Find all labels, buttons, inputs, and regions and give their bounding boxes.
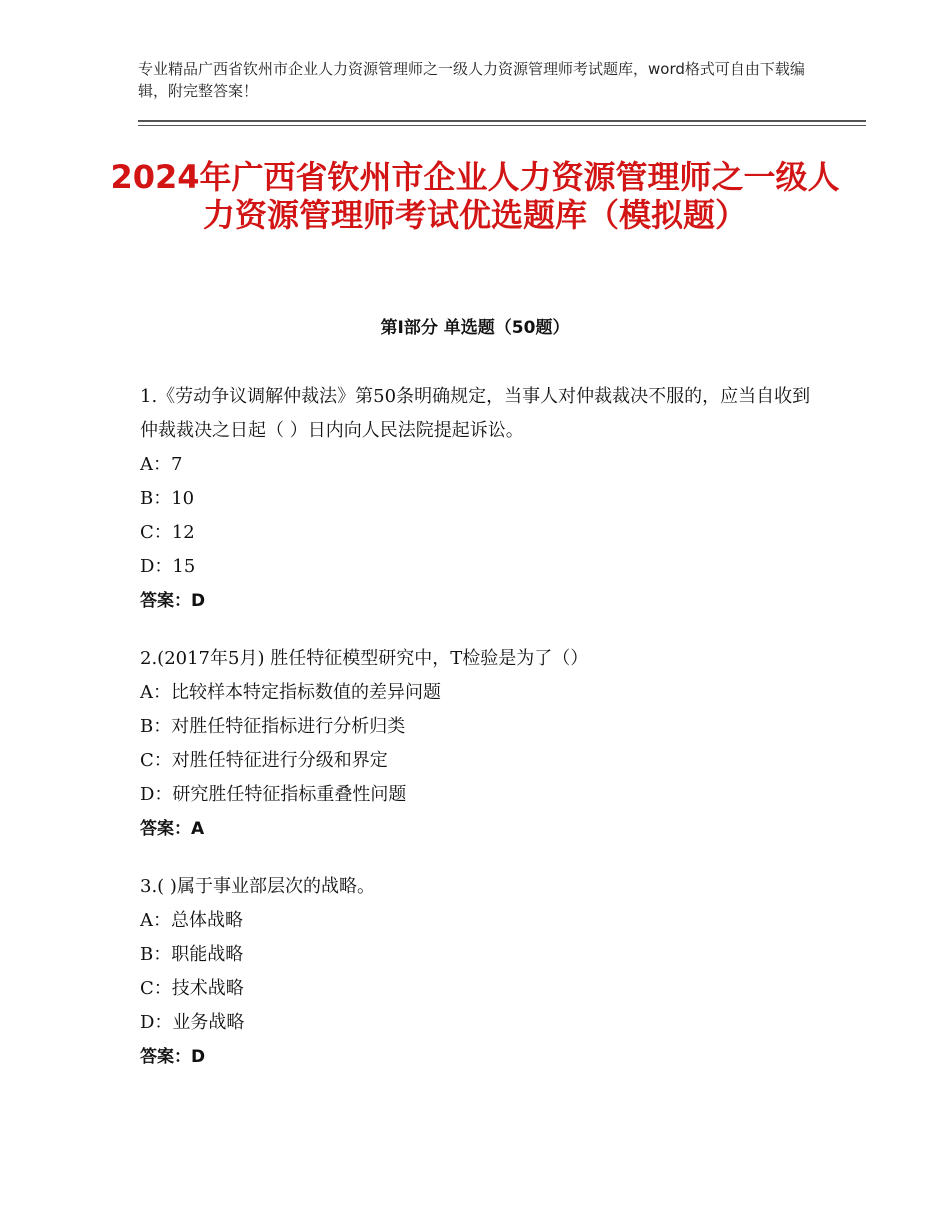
option-a: A：总体战略 — [140, 910, 243, 931]
question-1 — [140, 380, 820, 618]
option-c: C：技术战略 — [140, 978, 244, 999]
option-a: A：比较样本特定指标数值的差异问题 — [140, 682, 441, 703]
question-list — [140, 380, 820, 1098]
section-heading: 第Ⅰ部分 单选题（50题） — [380, 318, 570, 338]
document-title: 2024年广西省钦州市企业人力资源管理师之一级人力资源管理师考试优选题库（模拟题） — [110, 158, 840, 234]
option-a: A：7 — [140, 454, 183, 475]
answer-label: 答案：D — [140, 1047, 206, 1067]
question-stem: 1.《劳动争议调解仲裁法》第50条明确规定，当事人对仲裁裁决不服的，应当自收到仲裁裁决之日起（ ）日内向人民法院提起诉讼。 — [140, 386, 811, 441]
question-2 — [140, 642, 820, 846]
option-b: B：对胜任特征指标进行分析归类 — [140, 716, 406, 737]
answer-label: 答案：A — [140, 819, 205, 839]
header-note: 专业精品广西省钦州市企业人力资源管理师之一级人力资源管理师考试题库，word格式可自由下载编辑，附完整答案！ — [138, 60, 805, 100]
option-d: D：15 — [140, 556, 196, 577]
option-b: B：职能战略 — [140, 944, 244, 965]
option-d: D：研究胜任特征指标重叠性问题 — [140, 784, 407, 805]
header-divider — [138, 120, 866, 126]
question-stem: 2.(2017年5月) 胜任特征模型研究中，T检验是为了（） — [140, 648, 589, 669]
question-stem: 3.( )属于事业部层次的战略。 — [140, 876, 375, 897]
option-c: C：12 — [140, 522, 195, 543]
option-d: D：业务战略 — [140, 1012, 245, 1033]
question-3 — [140, 870, 820, 1074]
option-c: C：对胜任特征进行分级和界定 — [140, 750, 388, 771]
option-b: B：10 — [140, 488, 195, 509]
answer-label: 答案：D — [140, 591, 206, 611]
